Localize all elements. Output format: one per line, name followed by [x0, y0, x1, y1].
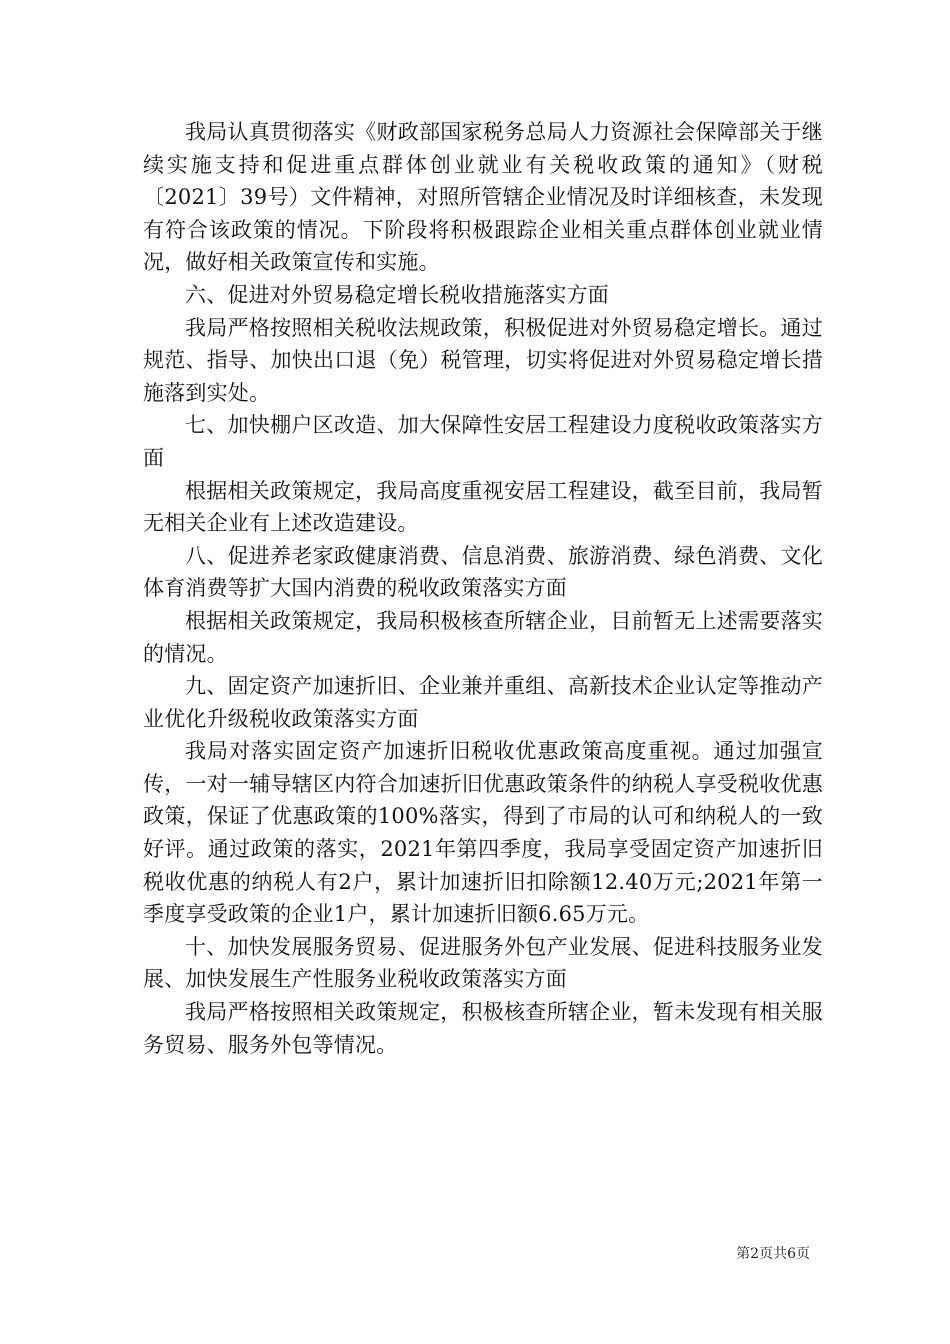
paragraph-consumption: 根据相关政策规定，我局积极核查所辖企业，目前暂无上述需要落实的情况。 — [143, 608, 823, 666]
paragraph-employment-policy: 我局认真贯彻落实《财政部国家税务总局人力资源社会保障部关于继续实施支持和促进重点群体创业就业有关税收政策的通知》（财税〔2021〕39号）文件精神，对照所管辖企业情况及时详细核查，未发现有符合该政策的情况。下阶段将积极跟踪企业相关重点群体创业就业情况，做好相关政策宣传和实施。 — [143, 120, 823, 275]
paragraph-depreciation: 我局对落实固定资产加速折旧税收优惠政策高度重视。通过加强宣传，一对一辅导辖区内符合加速折旧优惠政策条件的纳税人享受税收优惠政策，保证了优惠政策的100%落实，得到了市局的认可和纳税人的一致好评。通过政策的落实，2021年第四季度，我局享受固定资产加速折旧税收优惠的纳税人有2户，累计加速折旧扣除额12.40万元;2021年第一季度享受政策的企业1户，累计加速折旧额6.65万元。 — [143, 739, 823, 927]
paragraph-housing: 根据相关政策规定，我局高度重视安居工程建设，截至目前，我局暂无相关企业有上述改造建设。 — [143, 478, 823, 536]
heading-section-10: 十、加快发展服务贸易、促进服务外包产业发展、促进科技服务业发展、加快发展生产性服务业税收政策落实方面 — [143, 934, 823, 992]
paragraph-services: 我局严格按照相关政策规定，积极核查所辖企业，暂未发现有相关服务贸易、服务外包等情况。 — [143, 1000, 823, 1057]
paragraph-foreign-trade: 我局严格按照相关税收法规政策，积极促进对外贸易稳定增长。通过规范、指导、加快出口退（免）税管理，切实将促进对外贸易稳定增长措施落到实处。 — [143, 315, 823, 405]
heading-section-8: 八、促进养老家政健康消费、信息消费、旅游消费、绿色消费、文化体育消费等扩大国内消费的税收政策落实方面 — [143, 543, 823, 601]
document-body — [143, 116, 823, 1061]
heading-section-9: 九、固定资产加速折旧、企业兼并重组、高新技术企业认定等推动产业优化升级税收政策落实方面 — [143, 674, 823, 731]
page-number: 第2页共6页 — [736, 1246, 810, 1262]
heading-section-7: 七、加快棚户区改造、加大保障性安居工程建设力度税收政策落实方面 — [143, 413, 823, 470]
heading-section-6: 六、促进对外贸易稳定增长税收措施落实方面 — [185, 282, 609, 307]
